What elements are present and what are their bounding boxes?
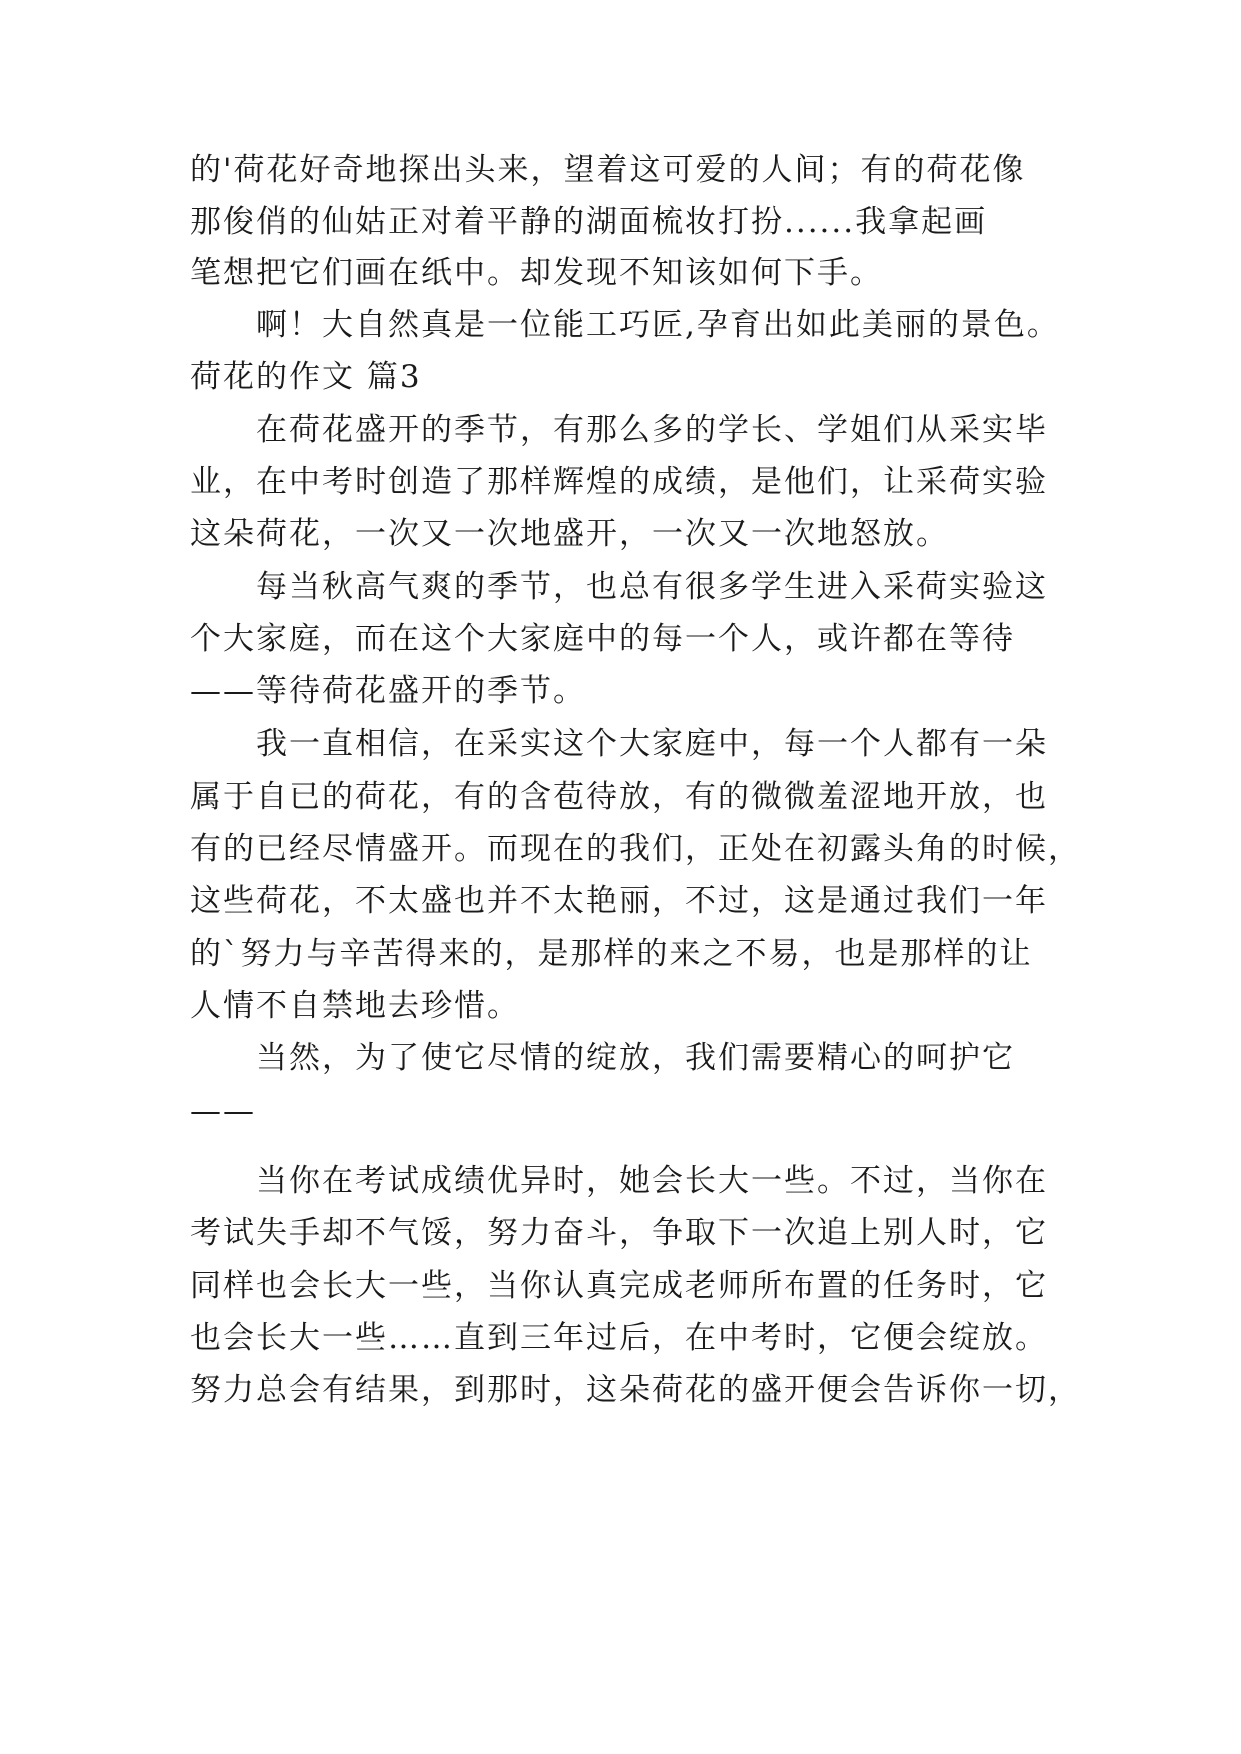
- text-line: 属于自已的荷花，有的含苞待放，有的微微羞涩地开放，也: [190, 779, 1048, 815]
- text-line: 笔想把它们画在纸中。却发现不知该如何下手。: [190, 255, 883, 291]
- text-line: 同样也会长大一些，当你认真完成老师所布置的任务时，它: [190, 1268, 1048, 1304]
- text-line: 这些荷花，不太盛也并不太艳丽，不过，这是通过我们一年: [190, 883, 1048, 919]
- text-line: 的'荷花好奇地探出头来，望着这可爱的人间；有的荷花像: [190, 152, 1026, 188]
- paragraph-first-line: 每当秋高气爽的季节，也总有很多学生进入采荷实验这: [256, 569, 1048, 605]
- text-line: 个大家庭，而在这个大家庭中的每一个人，或许都在等待: [190, 621, 1015, 657]
- text-line: 人情不自禁地去珍惜。: [190, 988, 520, 1024]
- text-line: 那俊俏的仙姑正对着平静的湖面梳妆打扮......我拿起画: [190, 204, 988, 240]
- paragraph-first-line: 我一直相信，在采实这个大家庭中，每一个人都有一朵: [256, 726, 1048, 762]
- paragraph-first-line: 当你在考试成绩优异时，她会长大一些。不过，当你在: [256, 1163, 1048, 1199]
- text-line: ——: [190, 1093, 256, 1129]
- text-line: 也会长大一些……直到三年过后，在中考时，它便会绽放。: [190, 1320, 1048, 1356]
- paragraph-first-line: 当然，为了使它尽情的绽放，我们需要精心的呵护它: [256, 1040, 1015, 1076]
- text-line: 考试失手却不气馁，努力奋斗，争取下一次追上别人时，它: [190, 1215, 1048, 1251]
- text-line: 这朵荷花，一次又一次地盛开，一次又一次地怒放。: [190, 516, 949, 552]
- text-line: 努力总会有结果，到那时，这朵荷花的盛开便会告诉你一切，: [190, 1372, 1081, 1408]
- text-line: 业，在中考时创造了那样辉煌的成绩，是他们，让采荷实验: [190, 464, 1048, 500]
- text-line: 的`努力与辛苦得来的，是那样的来之不易，也是那样的让: [190, 936, 1033, 972]
- section-heading: 荷花的作文 篇3: [190, 359, 422, 395]
- paragraph-first-line: 在荷花盛开的季节，有那么多的学长、学姐们从采实毕: [256, 412, 1048, 448]
- text-line: 有的已经尽情盛开。而现在的我们，正处在初露头角的时候，: [190, 831, 1081, 867]
- text-line: ——等待荷花盛开的季节。: [190, 673, 586, 709]
- paragraph-first-line: 啊！大自然真是一位能工巧匠,孕育出如此美丽的景色。: [256, 307, 1060, 343]
